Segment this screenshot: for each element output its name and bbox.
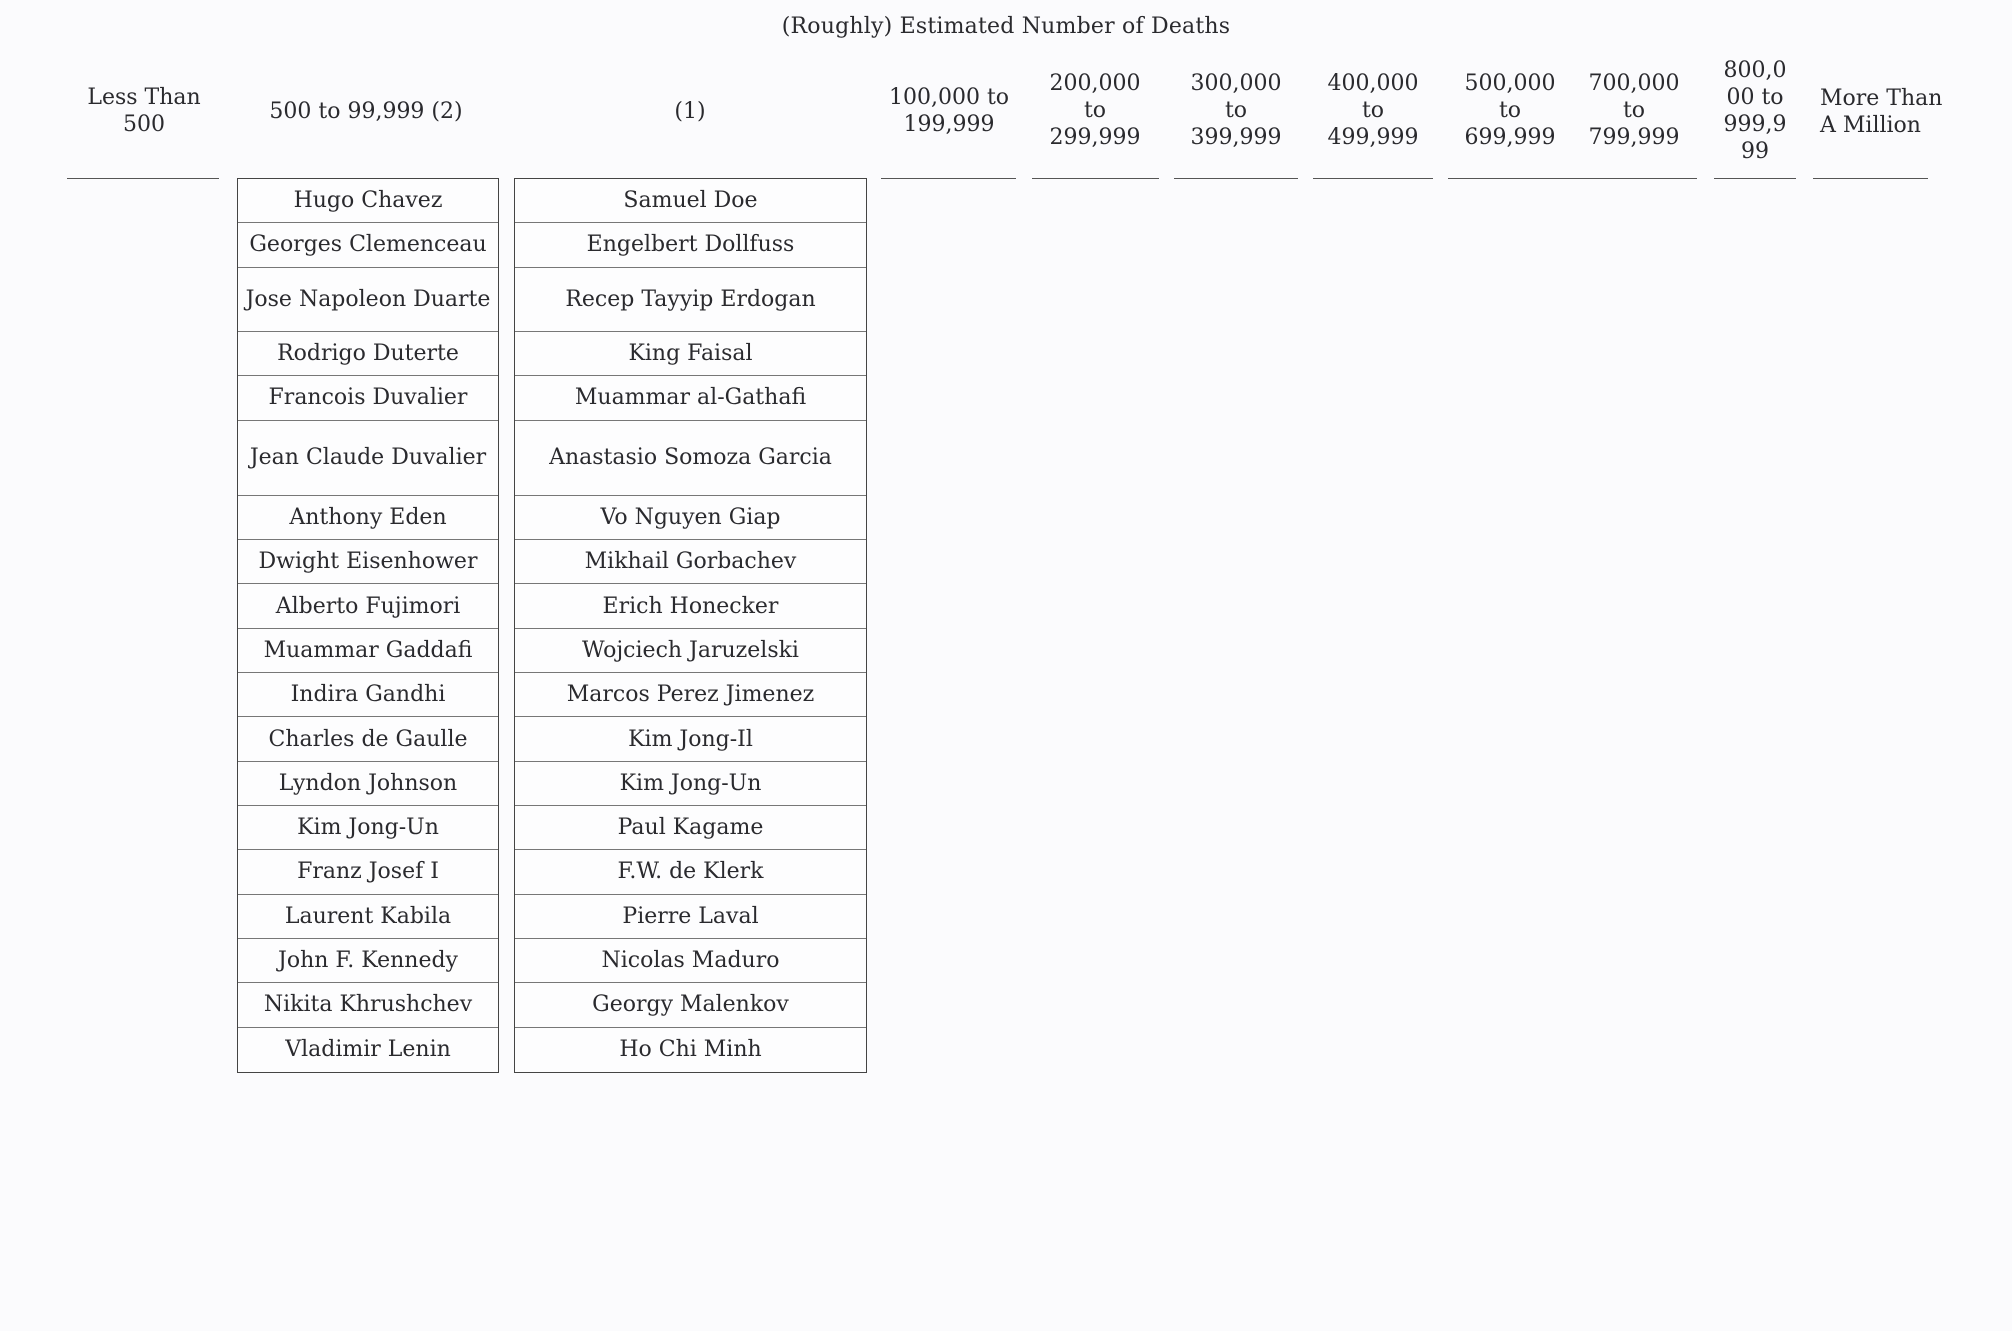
list-cell: Jose Napoleon Duarte [238,268,498,332]
column-underline-more-than-a-million [1813,178,1928,179]
column-underline-400000 [1313,178,1433,179]
column-header-700000-to-799999: 700,000 to 799,999 [1588,71,1680,150]
list-cell: Kim Jong-Un [238,806,498,850]
list-cell: Anastasio Somoza Garcia [515,421,866,496]
list-cell: John F. Kennedy [238,939,498,983]
list-cell: Nikita Khrushchev [238,983,498,1027]
column-underline-700000 [1571,178,1697,179]
column-underline-100000 [881,178,1016,179]
column-underline-300000 [1174,178,1298,179]
list-cell: Dwight Eisenhower [238,540,498,584]
column-underline-800000 [1714,178,1796,179]
list-cell: Engelbert Dollfuss [515,223,866,267]
name-list-500-to-99999 [237,178,499,1073]
list-cell: Franz Josef I [238,850,498,894]
list-cell: Marcos Perez Jimenez [515,673,866,717]
list-cell: Georges Clemenceau [238,223,498,267]
list-cell: Georgy Malenkov [515,983,866,1027]
column-underline-500000 [1448,178,1572,179]
list-cell: Lyndon Johnson [238,762,498,806]
list-cell: King Faisal [515,332,866,376]
list-cell: Francois Duvalier [238,376,498,420]
list-cell: Recep Tayyip Erdogan [515,268,866,332]
name-list-1 [514,178,867,1073]
list-cell: Wojciech Jaruzelski [515,629,866,673]
list-cell: Rodrigo Duterte [238,332,498,376]
list-cell: Ho Chi Minh [619,1037,762,1063]
column-header-less-than-500: Less Than 500 [87,85,201,137]
list-cell: Kim Jong-Il [515,717,866,761]
list-cell: Muammar Gaddafi [238,629,498,673]
column-header-500000-to-699999: 500,000 to 699,999 [1464,71,1556,150]
list-cell: Hugo Chavez [238,179,498,223]
column-header-800000-to-999999: 800,0 00 to 999,9 99 [1723,58,1787,164]
list-cell: Vladimir Lenin [285,1037,451,1063]
column-header-100000-to-199999: 100,000 to 199,999 [888,85,1010,137]
list-cell: Vo Nguyen Giap [515,496,866,540]
list-cell: Muammar al-Gathafi [515,376,866,420]
column-header-1: (1) [674,99,706,124]
list-cell: Paul Kagame [515,806,866,850]
column-header-500-to-99999: 500 to 99,999 (2) [269,99,463,124]
list-cell: F.W. de Klerk [515,850,866,894]
list-cell: Charles de Gaulle [238,717,498,761]
list-cell: Nicolas Maduro [515,939,866,983]
page-title: (Roughly) Estimated Number of Deaths [781,14,1231,39]
list-cell: Kim Jong-Un [515,762,866,806]
list-cell: Anthony Eden [238,496,498,540]
list-cell: Samuel Doe [515,179,866,223]
list-cell: Erich Honecker [515,584,866,628]
list-cell: Indira Gandhi [238,673,498,717]
column-header-300000-to-399999: 300,000 to 399,999 [1190,71,1282,150]
column-underline-less-than-500 [67,178,219,179]
list-cell: Mikhail Gorbachev [515,540,866,584]
list-cell: Pierre Laval [515,895,866,939]
column-header-400000-to-499999: 400,000 to 499,999 [1327,71,1419,150]
list-cell: Jean Claude Duvalier [238,421,498,496]
column-header-more-than-a-million: More Than A Million [1820,86,1943,138]
column-underline-200000 [1032,178,1159,179]
column-header-200000-to-299999: 200,000 to 299,999 [1049,71,1141,150]
list-cell: Alberto Fujimori [238,584,498,628]
list-cell: Laurent Kabila [238,895,498,939]
